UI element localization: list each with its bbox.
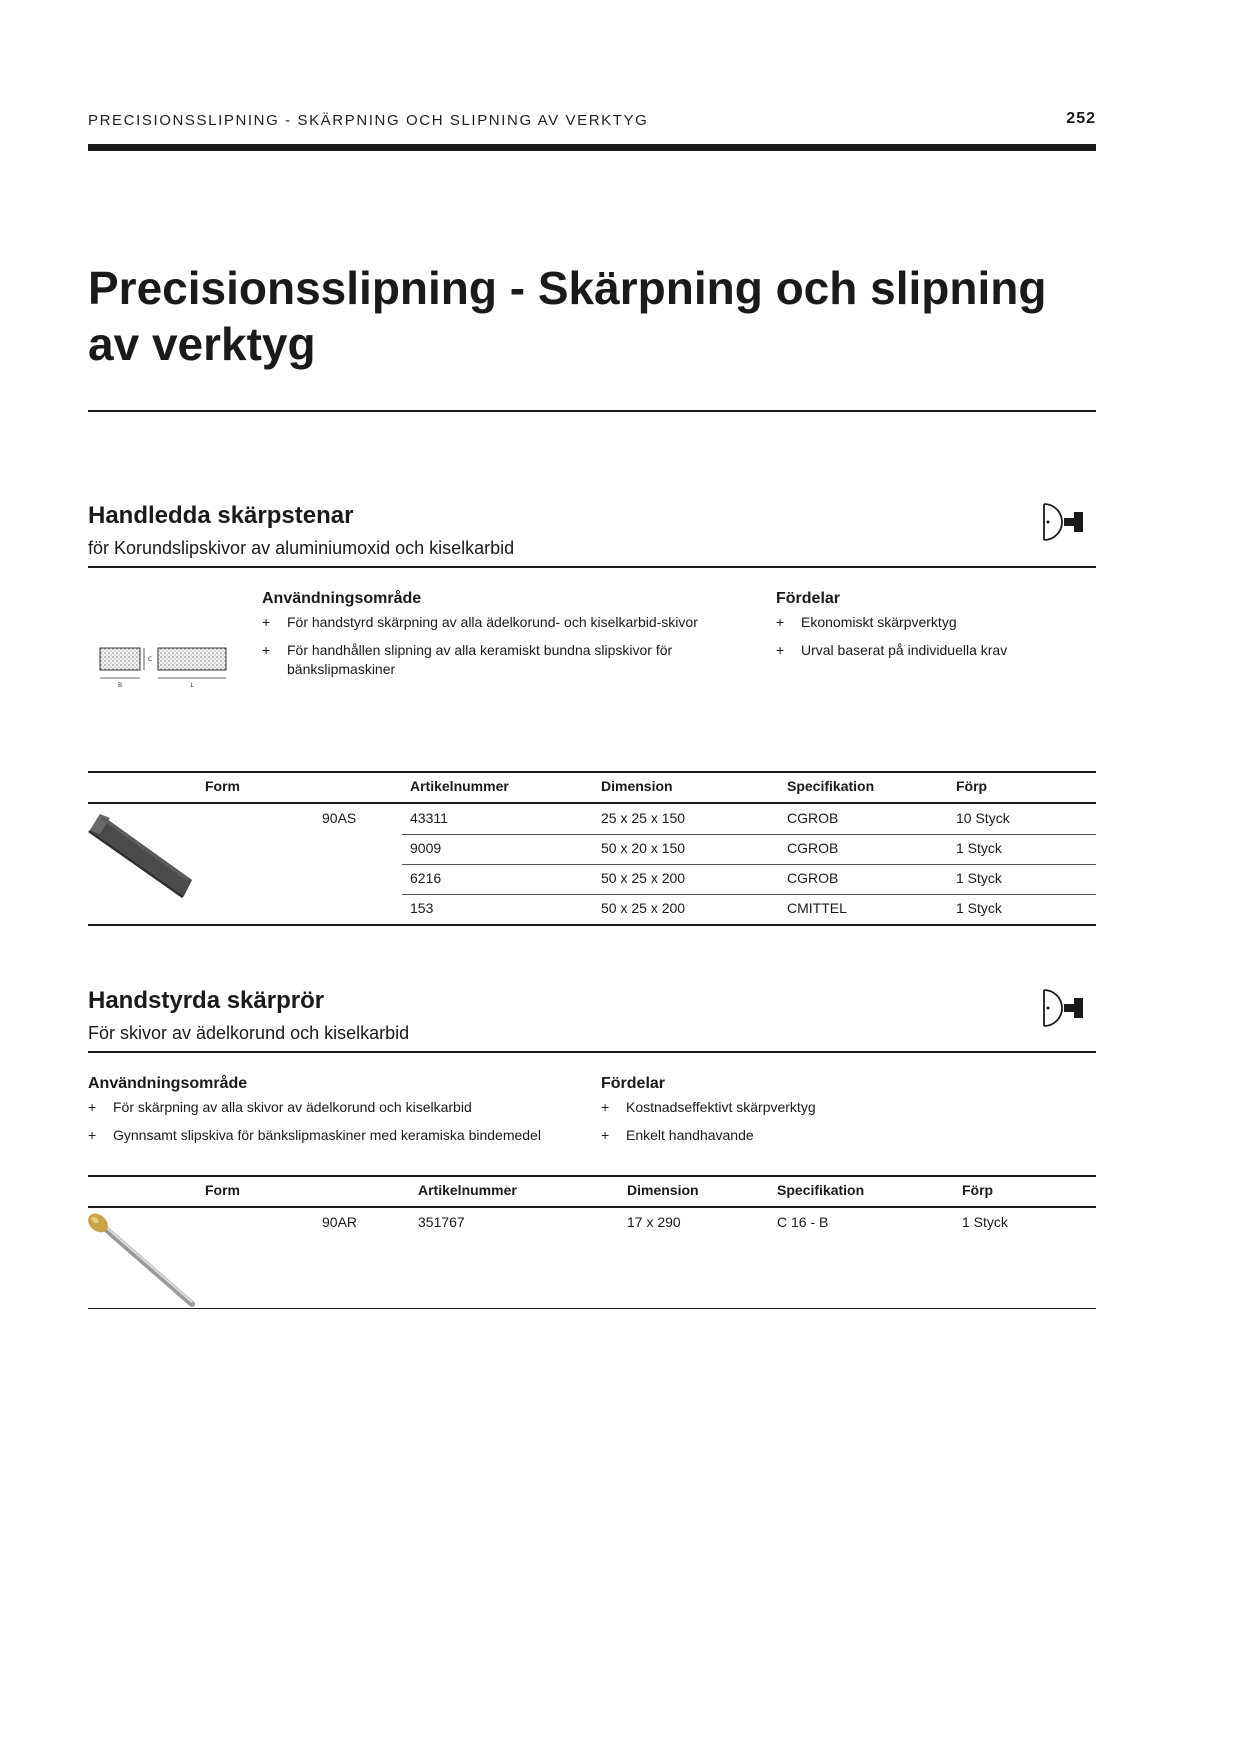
table-bottom-rule [88, 1308, 1096, 1309]
usage-item-text: För handstyrd skärpning av alla ädelkorund- och kiselkarbid-skivor [287, 614, 698, 630]
header-rule [88, 144, 1096, 151]
benefit-item [776, 641, 1076, 660]
table-cell: 9009 [410, 840, 442, 856]
column-header-specification: Specifikation [777, 1182, 865, 1198]
usage-item-text: Gynnsamt slipskiva för bänkslipmaskiner med keramiska bindemedel [113, 1127, 541, 1143]
table-top-rule [88, 771, 1096, 773]
table-cell: CGROB [787, 810, 839, 826]
usage-item-text: För handhållen slipning av alla keramiskt bundna slipskivor för bänkslipmaskiner [287, 642, 673, 677]
column-header-article: Artikelnummer [410, 778, 509, 794]
table-bottom-rule [88, 924, 1096, 926]
table-cell: 1 Styck [956, 900, 1002, 916]
column-header-specification: Specifikation [787, 778, 875, 794]
column-header-pack: Förp [956, 778, 988, 794]
table-cell: 1 Styck [956, 870, 1002, 886]
table-cell: 153 [410, 900, 434, 916]
running-header: PRECISIONSSLIPNING - SKÄRPNING OCH SLIPNING AV VERKTYG [88, 112, 649, 129]
usage-heading: Användningsområde [262, 590, 422, 607]
table-cell: 25 x 25 x 150 [601, 810, 686, 826]
table-header-rule [88, 1206, 1096, 1208]
row-divider [402, 894, 1096, 895]
bullet-icon: + [776, 642, 785, 658]
usage-item [262, 613, 732, 632]
section-divider [88, 566, 1096, 568]
dresser-tool-icon [1040, 502, 1086, 547]
bullet-icon: + [88, 1127, 97, 1143]
bullet-icon: + [601, 1127, 610, 1143]
table-cell: 43311 [410, 810, 448, 826]
benefit-item-text: Kostnadseffektivt skärpverktyg [626, 1099, 816, 1115]
sharpening-stone-diagram [96, 644, 230, 693]
benefit-item-text: Ekonomiskt skärpverktyg [801, 614, 957, 630]
bullet-icon: + [262, 614, 271, 630]
table-cell: C 16 - B [777, 1214, 829, 1230]
usage-item [262, 641, 732, 679]
bullet-icon: + [88, 1099, 97, 1115]
dresser-tool-icon [1040, 988, 1086, 1033]
usage-item [88, 1098, 588, 1117]
section-divider [88, 1051, 1096, 1053]
column-header-dimension: Dimension [601, 778, 673, 794]
section-subtitle: För skivor av ädelkorund och kiselkarbid [88, 1023, 410, 1043]
table-cell: 50 x 25 x 200 [601, 870, 686, 886]
section-subtitle: för Korundslipskivor av aluminiumoxid och kiselkarbid [88, 538, 515, 558]
table-top-rule [88, 1175, 1096, 1177]
section-title: Handledda skärpstenar [88, 502, 354, 529]
bullet-icon: + [601, 1099, 610, 1115]
table-cell: 50 x 20 x 150 [601, 840, 686, 856]
sharpening-stone-image [88, 808, 198, 905]
bullet-icon: + [262, 642, 271, 658]
benefit-item-text: Enkelt handhavande [626, 1127, 754, 1143]
diagram-label-l: L [190, 682, 194, 688]
row-divider [402, 864, 1096, 865]
benefits-heading: Fördelar [601, 1075, 666, 1092]
usage-item [88, 1126, 588, 1145]
table-cell: 17 x 290 [627, 1214, 681, 1230]
column-header-form: Form [205, 778, 240, 794]
diagram-label-b: B [117, 682, 123, 688]
diagram-label-c: C [148, 656, 153, 663]
table-cell: 10 Styck [956, 810, 1010, 826]
section-title: Handstyrda skärprör [88, 987, 325, 1014]
title-divider [88, 410, 1096, 412]
table-cell: CGROB [787, 840, 839, 856]
form-code: 90AR [322, 1214, 358, 1230]
row-divider [402, 834, 1096, 835]
benefit-item [776, 613, 1076, 632]
page-number: 252 [1066, 110, 1096, 127]
benefit-item-text: Urval baserat på individuella krav [801, 642, 1008, 658]
dressing-stick-image [86, 1212, 196, 1313]
table-cell: CGROB [787, 870, 839, 886]
benefits-heading: Fördelar [776, 590, 841, 607]
benefit-item [601, 1098, 1001, 1117]
table-cell: 1 Styck [962, 1214, 1008, 1230]
table-cell: 1 Styck [956, 840, 1002, 856]
table-cell: 351767 [418, 1214, 465, 1230]
table-header-rule [88, 802, 1096, 804]
usage-item-text: För skärpning av alla skivor av ädelkorund och kiselkarbid [113, 1099, 472, 1115]
benefit-item [601, 1126, 1001, 1145]
table-cell: CMITTEL [787, 900, 847, 916]
table-cell: 6216 [410, 870, 442, 886]
form-code: 90AS [322, 810, 357, 826]
column-header-pack: Förp [962, 1182, 994, 1198]
page-title: Precisionsslipning - Skärpning och slipning av verktyg [88, 262, 1047, 370]
column-header-dimension: Dimension [627, 1182, 699, 1198]
column-header-article: Artikelnummer [418, 1182, 517, 1198]
column-header-form: Form [205, 1182, 240, 1198]
usage-heading: Användningsområde [88, 1075, 248, 1092]
bullet-icon: + [776, 614, 785, 630]
table-cell: 50 x 25 x 200 [601, 900, 686, 916]
